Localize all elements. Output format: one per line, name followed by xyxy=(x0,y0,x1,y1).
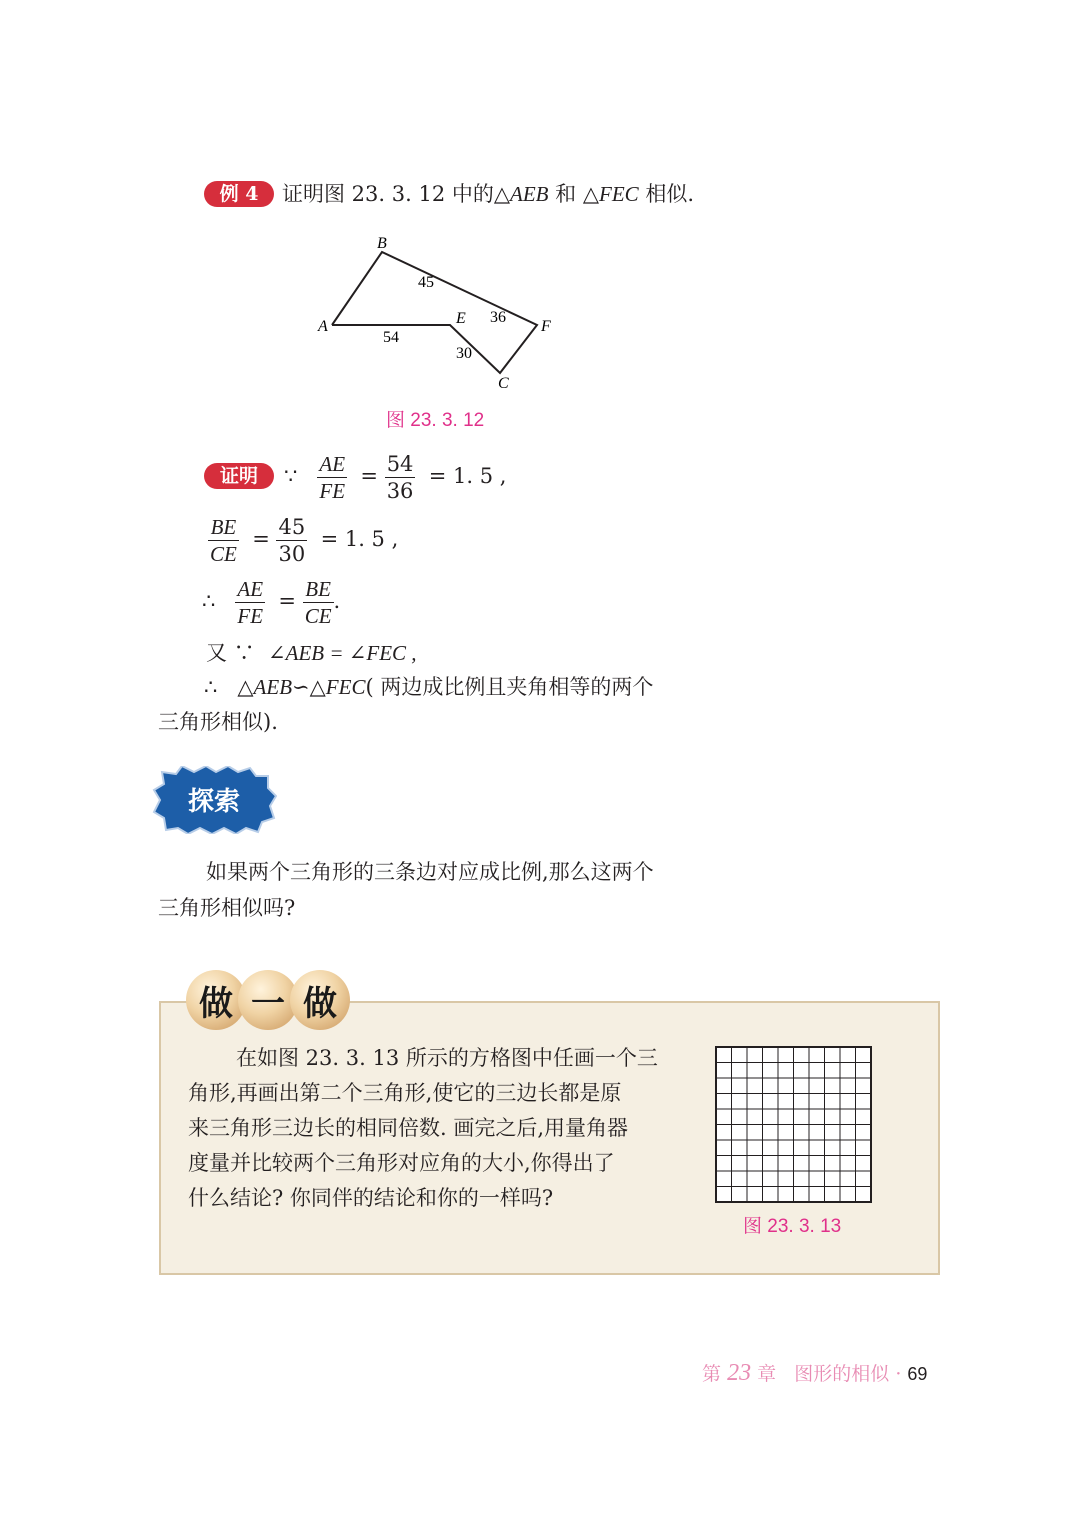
length-ae: 54 xyxy=(383,329,399,346)
similarity-reason: ( 两边成比例且夹角相等的两个 xyxy=(365,675,654,699)
label-a: A xyxy=(318,318,328,335)
page-number: 69 xyxy=(907,1364,928,1384)
proof-result-1: = 1. 5 , xyxy=(428,464,507,488)
proof-result-2: = 1. 5 , xyxy=(320,527,399,551)
because-symbol: ∵ xyxy=(284,464,298,488)
page-footer xyxy=(702,1359,927,1387)
frac-den: FE xyxy=(319,479,346,503)
proof-line-4-prefix: 又 ∵ xyxy=(206,641,262,665)
triangle-figure xyxy=(300,225,580,400)
explore-line-2: 三角形相似吗? xyxy=(158,896,296,920)
explore-badge xyxy=(152,766,277,834)
proof-line-5 xyxy=(204,672,653,702)
frac-num: 54 xyxy=(386,452,414,476)
try-line-3: 来三角形三边长的相同倍数. 画完之后,用量角器 xyxy=(188,1116,629,1140)
frac-num: BE xyxy=(303,576,334,603)
length-be: 45 xyxy=(418,274,434,291)
similarity-statement: △AEB∽△FEC xyxy=(237,675,366,699)
proof-line-4 xyxy=(206,638,417,668)
frac-num: BE xyxy=(208,514,239,541)
statement-mid: 和 xyxy=(548,182,583,206)
frac-den: FE xyxy=(237,604,264,628)
frac-den: 30 xyxy=(278,542,306,566)
explore-line-1: 如果两个三角形的三条边对应成比例,那么这两个 xyxy=(206,860,654,884)
proof-line-3: ∴ $\frac{AE}{FE}$ = $\frac{BE}{CE}$ . xyxy=(202,577,341,628)
chapter-number: 23 xyxy=(727,1360,752,1386)
therefore-symbol: ∴ xyxy=(202,589,216,613)
length-ec: 30 xyxy=(456,345,472,362)
label-c: C xyxy=(498,375,509,392)
try-line-5: 什么结论? 你同伴的结论和你的一样吗? xyxy=(188,1186,554,1210)
frac-num: AE xyxy=(319,452,346,476)
triangle-fec: △FEC xyxy=(582,182,639,206)
chapter-suffix: 章 xyxy=(757,1363,777,1385)
try-line-4: 度量并比较两个三角形对应角的大小,你得出了 xyxy=(188,1151,615,1175)
try-coin-2: 一 xyxy=(238,970,298,1030)
try-line-1: 在如图 23. 3. 13 所示的方格图中任画一个三 xyxy=(236,1046,658,1070)
figure-caption-2: 图 23. 3. 13 xyxy=(743,1216,842,1237)
label-b: B xyxy=(377,235,387,252)
proof-line-2: $\frac{BE}{CE}$ = $\frac{45}{30}$ = 1. 5 , xyxy=(210,515,399,566)
label-e: E xyxy=(456,310,466,327)
chapter-title: 图形的相似 xyxy=(794,1363,890,1385)
try-line-2: 角形,再画出第二个三角形,使它的三边长都是原 xyxy=(188,1081,622,1105)
example-statement xyxy=(282,179,694,209)
statement-suffix: 相似. xyxy=(638,182,695,206)
figure-lines xyxy=(332,252,537,373)
footer-dot: · xyxy=(895,1363,902,1385)
frac-num: AE xyxy=(237,577,264,601)
try-coin-3: 做 xyxy=(290,970,350,1030)
square-grid xyxy=(715,1046,872,1203)
example-badge: 例 4 xyxy=(204,181,274,207)
figure-caption-1: 图 23. 3. 12 xyxy=(386,410,485,431)
label-f: F xyxy=(541,318,551,335)
angle-equality: ∠AEB = ∠FEC , xyxy=(268,641,417,665)
proof-badge: 证明 xyxy=(204,463,274,489)
therefore-symbol: ∴ xyxy=(204,675,218,699)
frac-den: CE xyxy=(210,542,237,566)
proof-line-1: ∵ $\frac{AE}{FE}$ = $\frac{54}{36}$ = 1. 5 , xyxy=(284,452,507,503)
try-coin-1: 做 xyxy=(186,970,246,1030)
explore-title: 探索 xyxy=(187,787,241,817)
proof-line-6: 三角形相似). xyxy=(158,710,278,734)
frac-den: 36 xyxy=(386,479,414,503)
triangle-aeb: △AEB xyxy=(493,182,549,206)
frac-den: CE xyxy=(304,604,332,628)
statement-prefix: 证明图 23. 3. 12 中的 xyxy=(282,182,494,206)
length-ef: 36 xyxy=(490,309,506,326)
frac-num: 45 xyxy=(278,515,306,539)
chapter-prefix: 第 xyxy=(702,1363,722,1385)
